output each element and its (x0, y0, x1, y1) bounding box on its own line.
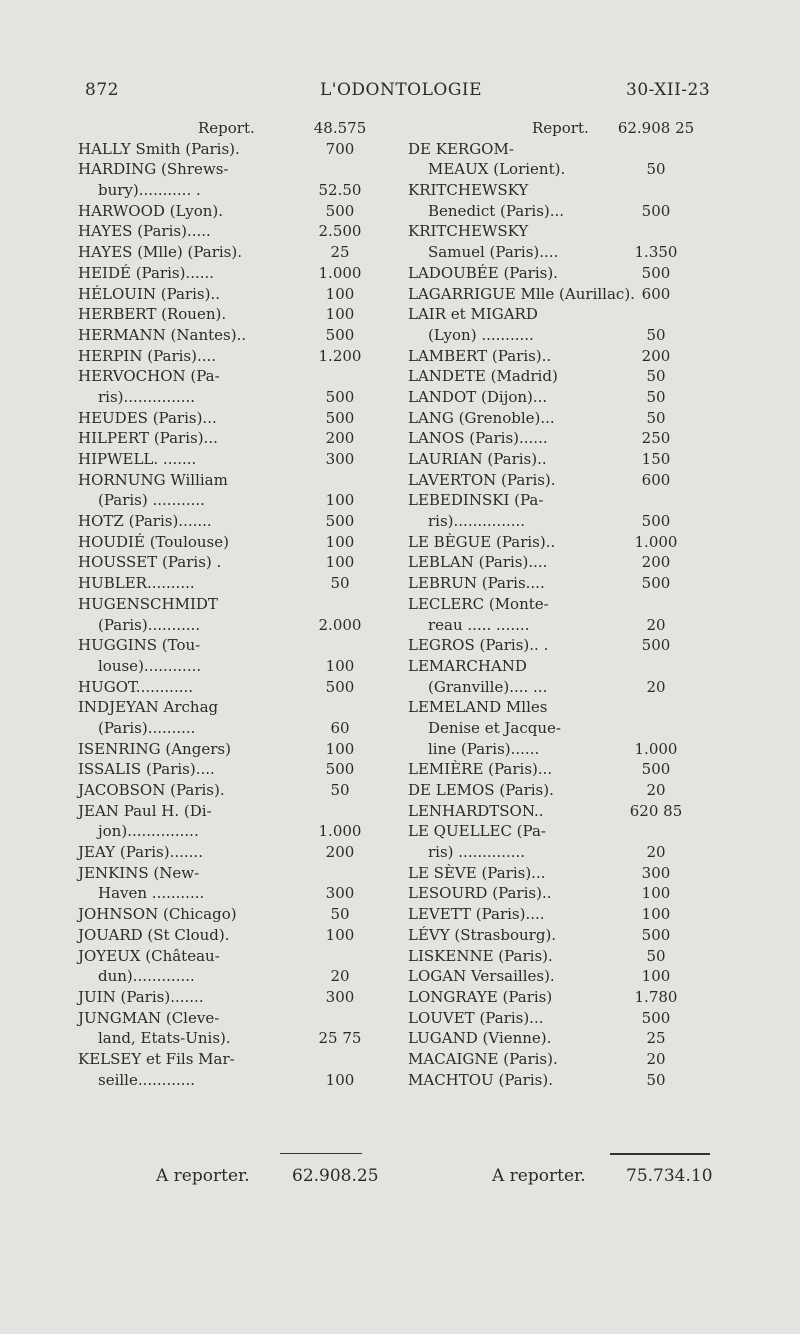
subscriber-name: seille............ (98, 1070, 196, 1089)
subscription-amount: 62.908 25 (617, 119, 695, 137)
subscriber-name: HARWOOD (Lyon). (78, 201, 224, 220)
subscriber-name: land, Etats-Unis). (98, 1029, 231, 1048)
subscription-amount: 20 (646, 843, 666, 862)
list-item (408, 242, 728, 263)
list-item (408, 532, 728, 553)
subscriber-name: HOTZ (Paris)....... (78, 512, 212, 531)
subscriber-name: HEIDÉ (Paris)...... (78, 263, 215, 282)
list-item (78, 490, 378, 511)
subscriber-name: HERPIN (Paris).... (78, 346, 217, 365)
list-item (78, 180, 378, 201)
list-item (408, 739, 728, 760)
subscription-amount: 200 (641, 346, 671, 365)
subscription-amount: 50 (646, 325, 666, 344)
list-item (78, 946, 378, 967)
subscriber-name: KRITCHEWSKY (408, 181, 529, 200)
subscriber-name: JEAY (Paris)....... (78, 843, 203, 862)
subscriber-name: INDJEYAN Archag (78, 698, 219, 717)
subscriber-name: LEMARCHAND (408, 656, 527, 675)
subscription-amount: 500 (325, 760, 355, 779)
subscriber-name: LE QUELLEC (Pa- (408, 822, 546, 841)
subscription-amount: 20 (646, 781, 666, 799)
running-title: L'ODONTOLOGIE (320, 80, 483, 100)
right-carry-label: A reporter. (492, 1166, 586, 1186)
list-item (78, 1070, 378, 1091)
list-item (408, 201, 728, 222)
subscriber-name: HORNUNG William (78, 470, 228, 489)
list-item (408, 780, 728, 801)
subscription-amount: 600 (641, 470, 671, 489)
list-item (78, 821, 378, 842)
list-item (78, 242, 378, 263)
list-item (78, 780, 378, 801)
subscriber-name: HIPWELL. ....... (78, 450, 197, 468)
list-item (408, 925, 728, 946)
subscriber-name: HOUDIÉ (Toulouse) (78, 532, 229, 551)
list-item (78, 346, 378, 367)
subscription-amount: 1.000 (634, 532, 678, 551)
subscriber-name: LESOURD (Paris).. (408, 884, 552, 903)
subscriber-name: LÉVY (Strasbourg). (408, 925, 557, 944)
subscriber-name: LEMIÈRE (Paris)... (408, 760, 553, 779)
subscriber-name: JUNGMAN (Cleve- (78, 1008, 220, 1027)
subscription-amount: 500 (325, 512, 355, 531)
subscription-amount: 200 (325, 843, 355, 862)
subscription-amount: 60 (330, 718, 350, 737)
subscription-amount: 620 85 (629, 801, 683, 820)
subscription-amount: 50 (330, 905, 350, 924)
list-item (78, 697, 378, 718)
subscription-amount: 300 (325, 987, 355, 1006)
subscriber-name: HERVOCHON (Pa- (78, 367, 220, 386)
subscription-amount: 52.50 (318, 181, 362, 200)
subscription-amount: 1.200 (318, 346, 362, 365)
list-item (78, 759, 378, 780)
subscriber-name: ISSALIS (Paris).... (78, 760, 215, 779)
list-item (78, 904, 378, 925)
list-item (408, 511, 728, 532)
subscription-amount: 50 (330, 574, 350, 593)
list-item (408, 1008, 728, 1029)
subscription-amount: 100 (325, 305, 355, 324)
subscription-amount: 50 (646, 1070, 666, 1089)
list-item (408, 139, 728, 160)
subscriber-name: KELSEY et Fils Mar- (78, 1049, 235, 1068)
subscription-amount: 48.575 (313, 119, 367, 137)
list-item (78, 139, 378, 160)
subscriber-name: Report. (532, 119, 589, 137)
subscriber-name: LAURIAN (Paris).. (408, 450, 547, 468)
list-item (408, 366, 728, 387)
list-item (78, 387, 378, 408)
subscription-amount: 500 (325, 387, 355, 406)
subscription-amount: 500 (641, 201, 671, 220)
subscriber-name: line (Paris)...... (428, 739, 540, 758)
left-total-rule (280, 1153, 362, 1154)
page-number: 872 (85, 80, 119, 100)
list-item (78, 159, 378, 180)
list-item (408, 1049, 728, 1070)
subscriber-name: Report. (198, 119, 255, 137)
left-carry-total: 62.908.25 (292, 1166, 379, 1186)
list-item (78, 366, 378, 387)
subscription-amount: 50 (646, 160, 666, 179)
subscriber-name: JOHNSON (Chicago) (78, 905, 237, 924)
list-item (78, 863, 378, 884)
list-item (408, 1028, 728, 1049)
list-item (408, 573, 728, 594)
subscriber-name: LEGROS (Paris).. . (408, 636, 549, 655)
subscription-amount: 100 (641, 967, 671, 986)
subscription-amount: 25 75 (318, 1029, 362, 1048)
list-item (408, 863, 728, 884)
list-item (408, 594, 728, 615)
subscription-amount: 20 (646, 677, 666, 696)
subscription-amount: 100 (325, 925, 355, 944)
list-item (408, 697, 728, 718)
list-item (408, 1070, 728, 1091)
subscriber-name: dun)............. (98, 967, 195, 986)
list-item (78, 573, 378, 594)
list-item (408, 159, 728, 180)
list-item (408, 470, 728, 491)
subscription-amount: 1.000 (318, 822, 362, 841)
list-item (408, 904, 728, 925)
subscriber-name: jon)............... (98, 822, 199, 841)
list-item (78, 966, 378, 987)
subscription-amount: 1.000 (318, 263, 362, 282)
subscription-amount: 100 (325, 284, 355, 303)
list-item (78, 201, 378, 222)
subscriber-name: ris)............... (428, 512, 526, 531)
list-item (408, 180, 728, 201)
subscriber-name: HOUSSET (Paris) . (78, 553, 222, 572)
subscription-amount: 100 (325, 553, 355, 572)
list-item (408, 656, 728, 677)
subscriber-name: LENHARDTSON.. (408, 801, 544, 820)
subscription-amount: 500 (641, 925, 671, 944)
list-item (408, 677, 728, 698)
subscriber-name: MEAUX (Lorient). (428, 160, 566, 179)
subscription-amount: 1.350 (634, 243, 678, 262)
subscriber-name: LE SÈVE (Paris)... (408, 863, 546, 882)
list-item (78, 656, 378, 677)
subscription-amount: 150 (641, 450, 671, 468)
list-item (78, 408, 378, 429)
subscription-amount: 25 (646, 1029, 666, 1048)
list-item (78, 677, 378, 698)
list-item (408, 635, 728, 656)
subscriber-name: LISKENNE (Paris). (408, 946, 553, 965)
subscription-amount: 20 (646, 1049, 666, 1068)
subscriber-name: HILPERT (Paris)... (78, 429, 218, 448)
subscriber-name: HUGOT............ (78, 677, 194, 696)
list-item (408, 408, 728, 429)
subscription-amount: 500 (325, 408, 355, 427)
subscription-amount: 50 (646, 408, 666, 427)
subscription-amount: 500 (641, 512, 671, 531)
subscription-amount: 50 (330, 781, 350, 799)
list-item (78, 801, 378, 822)
list-item (408, 221, 728, 242)
right-subscription-column (408, 118, 728, 1090)
list-item (408, 284, 728, 305)
list-item (78, 118, 378, 139)
subscriber-name: JOUARD (St Cloud). (78, 925, 230, 944)
list-item (78, 594, 378, 615)
list-item (408, 325, 728, 346)
list-item (408, 428, 728, 449)
subscriber-name: HARDING (Shrews- (78, 160, 229, 179)
list-item (408, 346, 728, 367)
subscription-amount: 2.000 (318, 615, 362, 634)
subscriber-name: LAGARRIGUE Mlle (Aurillac). (408, 284, 635, 303)
list-item (408, 966, 728, 987)
subscription-amount: 100 (641, 884, 671, 903)
subscriber-name: LEBLAN (Paris).... (408, 553, 548, 572)
subscriber-name: HUBLER.......... (78, 574, 195, 593)
subscriber-name: (Paris)........... (98, 615, 201, 634)
list-item (408, 387, 728, 408)
list-item (78, 449, 378, 470)
subscriber-name: (Paris).......... (98, 718, 196, 737)
subscription-amount: 300 (641, 863, 671, 882)
subscriber-name: JUIN (Paris)....... (78, 987, 204, 1006)
subscription-amount: 500 (641, 760, 671, 779)
subscriber-name: (Paris) ........... (98, 491, 205, 510)
subscription-amount: 200 (641, 553, 671, 572)
subscription-amount: 500 (641, 1008, 671, 1027)
subscription-amount: 1.000 (634, 739, 678, 758)
subscription-amount: 100 (325, 1070, 355, 1089)
subscriber-name: LANDETE (Madrid) (408, 367, 558, 386)
subscriber-name: LEBRUN (Paris.... (408, 574, 545, 593)
subscriber-name: louse)............ (98, 656, 202, 675)
list-item (408, 490, 728, 511)
subscriber-name: JEAN Paul H. (Di- (78, 801, 212, 820)
subscriber-name: Benedict (Paris)... (428, 201, 565, 220)
subscriber-name: HERBERT (Rouen). (78, 305, 227, 324)
subscriber-name: Samuel (Paris).... (428, 243, 559, 262)
subscriber-name: LAMBERT (Paris).. (408, 346, 552, 365)
subscriber-name: LEBEDINSKI (Pa- (408, 491, 544, 510)
subscriber-name: LAIR et MIGARD (408, 305, 538, 324)
subscriber-name: reau ..... ....... (428, 615, 530, 634)
subscriber-name: JOYEUX (Château- (78, 946, 220, 965)
list-item (78, 1008, 378, 1029)
list-item (408, 801, 728, 822)
issue-date: 30-XII-23 (626, 80, 711, 100)
list-item (408, 883, 728, 904)
list-item (78, 987, 378, 1008)
list-item (408, 552, 728, 573)
subscriber-name: LUGAND (Vienne). (408, 1029, 552, 1048)
list-item (78, 428, 378, 449)
list-item (78, 615, 378, 636)
subscriber-name: JENKINS (New- (78, 863, 200, 882)
left-carry-label: A reporter. (156, 1166, 250, 1186)
subscriber-name: LECLERC (Monte- (408, 594, 549, 613)
subscription-amount: 100 (325, 532, 355, 551)
subscriber-name: KRITCHEWSKY (408, 222, 529, 241)
list-item (78, 304, 378, 325)
right-total-rule (610, 1153, 710, 1155)
subscriber-name: DE KERGOM- (408, 139, 514, 158)
subscriber-name: HEUDES (Paris)... (78, 408, 217, 427)
subscription-amount: 300 (325, 450, 355, 468)
subscriber-name: LANG (Grenoble)... (408, 408, 555, 427)
list-item (78, 511, 378, 532)
subscription-amount: 50 (646, 946, 666, 965)
subscription-amount: 50 (646, 367, 666, 386)
subscriber-name: HAYES (Paris)..... (78, 222, 211, 241)
list-item (78, 635, 378, 656)
subscriber-name: HUGGINS (Tou- (78, 636, 201, 655)
subscriber-name: HERMANN (Nantes).. (78, 325, 247, 344)
subscription-amount: 50 (646, 387, 666, 406)
subscriber-name: ris)............... (98, 387, 196, 406)
subscription-amount: 500 (325, 325, 355, 344)
list-item (408, 718, 728, 739)
subscriber-name: MACHTOU (Paris). (408, 1070, 553, 1089)
list-item (78, 883, 378, 904)
subscriber-name: LADOUBÉE (Paris). (408, 263, 558, 282)
subscription-amount: 500 (325, 201, 355, 220)
list-item (78, 325, 378, 346)
subscriber-name: LANOS (Paris)...... (408, 429, 548, 448)
subscriber-name: LEMELAND Mlles (408, 698, 548, 717)
subscription-amount: 250 (641, 429, 671, 448)
subscriber-name: HÉLOUIN (Paris).. (78, 284, 221, 303)
list-item (408, 987, 728, 1008)
list-item (78, 284, 378, 305)
list-item (78, 842, 378, 863)
subscriber-name: LE BÈGUE (Paris).. (408, 532, 556, 551)
subscriber-name: LOGAN Versailles). (408, 967, 555, 986)
list-item (408, 821, 728, 842)
subscriber-name: ris) .............. (428, 843, 526, 862)
subscription-amount: 700 (325, 139, 355, 158)
subscription-amount: 1.780 (634, 987, 678, 1006)
list-item (78, 1049, 378, 1070)
subscriber-name: DE LEMOS (Paris). (408, 781, 554, 799)
subscription-amount: 100 (641, 905, 671, 924)
subscriber-name: Denise et Jacque- (428, 718, 561, 737)
subscriber-name: JACOBSON (Paris). (78, 781, 225, 799)
subscription-amount: 100 (325, 491, 355, 510)
subscription-amount: 2.500 (318, 222, 362, 241)
list-item (78, 221, 378, 242)
subscriber-name: HUGENSCHMIDT (78, 594, 218, 613)
subscription-amount: 200 (325, 429, 355, 448)
list-item (78, 263, 378, 284)
subscriber-name: (Granville).... ... (428, 677, 548, 696)
subscription-amount: 25 (330, 243, 350, 262)
list-item (78, 925, 378, 946)
list-item (78, 532, 378, 553)
list-item (408, 449, 728, 470)
subscriber-name: LOUVET (Paris)... (408, 1008, 544, 1027)
subscriber-name: ISENRING (Angers) (78, 739, 231, 758)
subscriber-name: LANDOT (Dijon)... (408, 387, 548, 406)
list-item (408, 263, 728, 284)
subscription-amount: 20 (646, 615, 666, 634)
subscription-amount: 500 (641, 263, 671, 282)
list-item (408, 615, 728, 636)
list-item (78, 718, 378, 739)
subscription-amount: 100 (325, 656, 355, 675)
list-item (408, 304, 728, 325)
subscriber-name: LONGRAYE (Paris) (408, 987, 553, 1006)
list-item (78, 552, 378, 573)
subscriber-name: bury)........... . (98, 181, 201, 200)
subscription-amount: 100 (325, 739, 355, 758)
subscription-amount: 500 (641, 574, 671, 593)
right-carry-total: 75.734.10 (626, 1166, 713, 1186)
subscription-amount: 500 (641, 636, 671, 655)
list-item (408, 759, 728, 780)
subscriber-name: HAYES (Mlle) (Paris). (78, 243, 243, 262)
list-item (78, 470, 378, 491)
subscriber-name: Haven ........... (98, 884, 205, 903)
subscription-amount: 500 (325, 677, 355, 696)
subscription-amount: 300 (325, 884, 355, 903)
left-subscription-column (78, 118, 378, 1090)
list-item (78, 1028, 378, 1049)
subscriber-name: HALLY Smith (Paris). (78, 139, 240, 158)
list-item (78, 739, 378, 760)
subscription-amount: 600 (641, 284, 671, 303)
subscriber-name: (Lyon) ........... (428, 325, 534, 344)
list-item (408, 842, 728, 863)
list-item (408, 946, 728, 967)
subscriber-name: LAVERTON (Paris). (408, 470, 556, 489)
subscriber-name: LEVETT (Paris).... (408, 905, 545, 924)
subscriber-name: MACAIGNE (Paris). (408, 1049, 558, 1068)
list-item (408, 118, 728, 139)
subscription-amount: 20 (330, 967, 350, 986)
